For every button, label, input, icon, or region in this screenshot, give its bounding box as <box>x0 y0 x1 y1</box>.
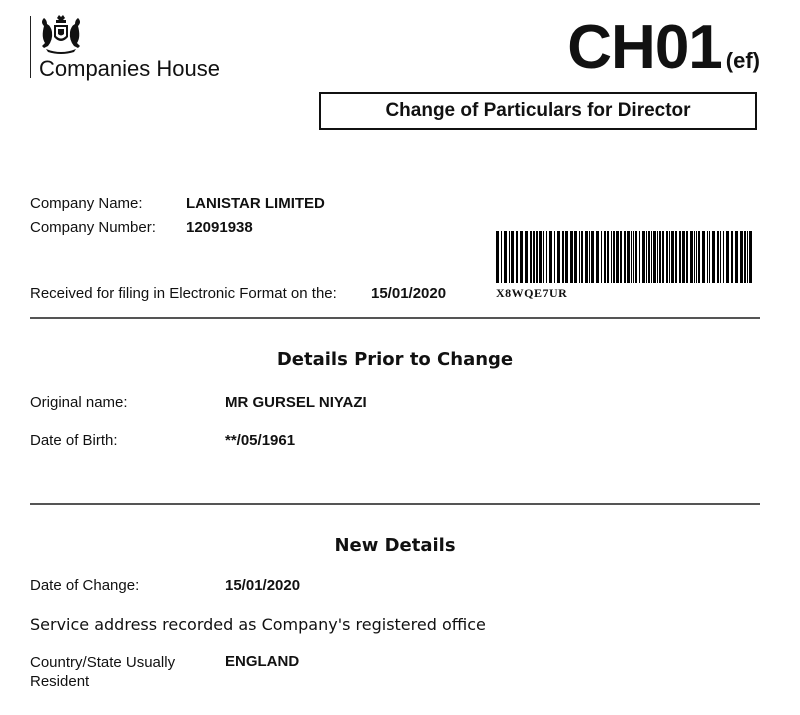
barcode-bar <box>657 231 658 283</box>
company-number-value: 12091938 <box>186 219 253 236</box>
barcode-bar <box>501 231 502 283</box>
barcode-bar <box>707 231 708 283</box>
barcode-bar <box>712 231 715 283</box>
barcode-bar <box>709 231 710 283</box>
form-title-box <box>319 92 757 130</box>
barcode-bar <box>662 231 664 283</box>
barcode-bar <box>747 231 748 283</box>
barcode-bar <box>642 231 645 283</box>
form-code <box>567 12 760 83</box>
date-of-birth-value: **/05/1961 <box>225 432 296 449</box>
barcode-bar <box>659 231 661 283</box>
barcode-bar <box>669 231 670 283</box>
barcode-bar <box>696 231 697 283</box>
barcode-bar <box>579 231 580 283</box>
barcode-bar <box>749 231 752 283</box>
barcode-bar <box>735 231 738 283</box>
section-divider <box>30 503 760 505</box>
barcode-bar <box>530 231 532 283</box>
barcode-bar <box>562 231 564 283</box>
barcode-bar <box>682 231 685 283</box>
barcode-bar <box>744 231 746 283</box>
barcode-bar <box>525 231 528 283</box>
original-name-label: Original name: <box>30 394 128 411</box>
barcode-bar <box>565 231 568 283</box>
barcode-bar <box>616 231 619 283</box>
barcode-bar <box>520 231 523 283</box>
barcode-bar <box>717 231 719 283</box>
barcode-bar <box>607 231 609 283</box>
prior-details-heading: Details Prior to Change <box>276 349 514 370</box>
barcode-bar <box>731 231 733 283</box>
barcode <box>496 231 752 283</box>
barcode-bar <box>554 231 555 283</box>
barcode-bar <box>601 231 602 283</box>
residence-value: ENGLAND <box>225 653 300 670</box>
barcode-bar <box>570 231 573 283</box>
barcode-bar <box>648 231 650 283</box>
barcode-bar <box>639 231 640 283</box>
barcode-bar <box>613 231 615 283</box>
barcode-bar <box>581 231 583 283</box>
section-divider <box>30 317 760 319</box>
barcode-bar <box>671 231 674 283</box>
barcode-bar <box>740 231 743 283</box>
company-name-label: Company Name: <box>30 195 143 212</box>
barcode-bar <box>604 231 606 283</box>
barcode-bar <box>546 231 547 283</box>
date-of-change-label: Date of Change: <box>30 577 140 594</box>
barcode-bar <box>496 231 499 283</box>
barcode-bar <box>509 231 510 283</box>
barcode-bar <box>516 231 518 283</box>
form-code-suffix: (ef) <box>725 48 760 73</box>
logo-divider <box>30 16 31 78</box>
received-label: Received for filing in Electronic Format on the: <box>30 285 337 302</box>
barcode-bar <box>702 231 705 283</box>
barcode-bar <box>698 231 700 283</box>
company-number-label: Company Number: <box>30 219 156 236</box>
barcode-bar <box>690 231 693 283</box>
organisation-name: Companies House <box>39 56 220 81</box>
form-title: Change of Particulars for Director <box>385 100 691 121</box>
barcode-bar <box>574 231 577 283</box>
barcode-bar <box>686 231 688 283</box>
barcode-bar <box>620 231 622 283</box>
barcode-bar <box>723 231 724 283</box>
royal-crest-icon <box>38 14 84 54</box>
barcode-bar <box>591 231 594 283</box>
barcode-bar <box>589 231 590 283</box>
barcode-bar <box>679 231 681 283</box>
barcode-bar <box>627 231 630 283</box>
barcode-bar <box>543 231 544 283</box>
barcode-bar <box>646 231 647 283</box>
residence-label-line1: Country/State Usually <box>30 654 176 671</box>
residence-label-line2: Resident <box>30 673 90 690</box>
barcode-bar <box>653 231 656 283</box>
barcode-bar <box>726 231 729 283</box>
form-code-main: CH01 <box>567 13 722 82</box>
barcode-bar <box>635 231 637 283</box>
barcode-bar <box>549 231 552 283</box>
barcode-bar <box>631 231 632 283</box>
barcode-text: X8WQE7UR <box>496 286 568 300</box>
company-name-value: LANISTAR LIMITED <box>186 195 325 212</box>
date-of-change-value: 15/01/2020 <box>225 577 301 594</box>
barcode-bar <box>596 231 599 283</box>
barcode-bar <box>675 231 677 283</box>
barcode-bar <box>651 231 652 283</box>
barcode-bar <box>666 231 668 283</box>
barcode-bar <box>633 231 634 283</box>
barcode-bar <box>624 231 626 283</box>
barcode-bar <box>557 231 560 283</box>
barcode-bar <box>536 231 538 283</box>
new-details-heading: New Details <box>334 535 456 556</box>
residence-label <box>30 653 175 691</box>
barcode-bar <box>511 231 514 283</box>
barcode-bar <box>539 231 542 283</box>
barcode-bar <box>585 231 588 283</box>
date-of-birth-label: Date of Birth: <box>30 432 118 449</box>
barcode-bar <box>694 231 695 283</box>
service-address-note: Service address recorded as Company's registered office <box>30 615 486 634</box>
original-name-value: MR GURSEL NIYAZI <box>225 394 367 411</box>
barcode-bar <box>720 231 721 283</box>
barcode-bar <box>504 231 507 283</box>
barcode-bar <box>533 231 535 283</box>
barcode-bar <box>611 231 612 283</box>
received-date: 15/01/2020 <box>371 285 447 302</box>
